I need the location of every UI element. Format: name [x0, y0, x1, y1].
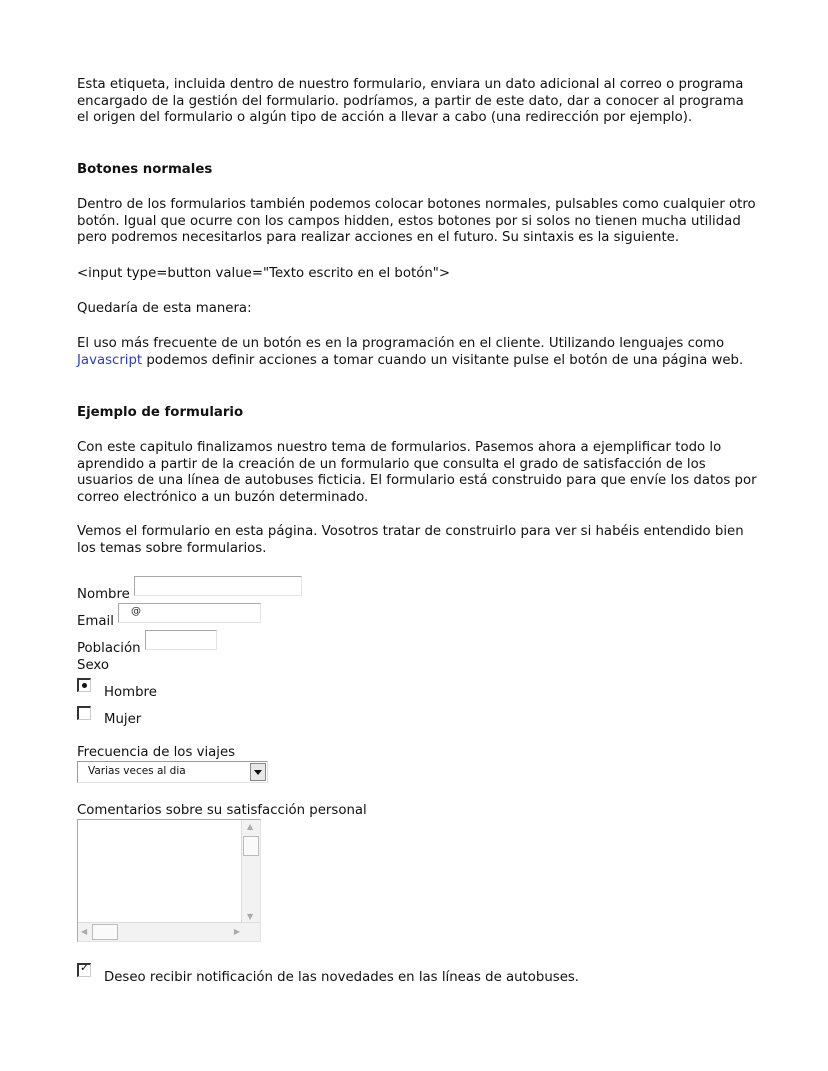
- scroll-up-icon[interactable]: ▲: [247, 822, 254, 831]
- chevron-down-icon[interactable]: [250, 763, 266, 781]
- radio-hombre[interactable]: [77, 678, 91, 692]
- horizontal-scrollbar[interactable]: [78, 922, 260, 941]
- vertical-scrollbar[interactable]: [241, 820, 260, 923]
- frecuencia-label: Frecuencia de los viajes: [77, 745, 236, 760]
- nombre-input[interactable]: [134, 576, 302, 596]
- comentarios-label: Comentarios sobre su satisfacción personal: [77, 803, 367, 818]
- email-input[interactable]: @: [118, 603, 261, 623]
- ejemplo-paragraph-1: Con este capitulo finalizamos nuestro tema de formularios. Pasemos ahora a ejemplificar todo lo aprendido a partir de la creación de un formulario que consulta el grado de satisfacción de los usuarios de una línea de autobuses ficticia. El formulario está construido para que envíe los datos por correo electrónico a un buzón determinado.: [77, 440, 757, 505]
- botones-paragraph: Dentro de los formularios también podemos colocar botones normales, pulsables como cualquier otro botón. Igual que ocurre con los campos hidden, estos botones por si solos no tienen mucha utilidad pero podremos necesitarlos para realizar acciones en el futuro. Su sintaxis es la siguiente.: [77, 197, 756, 245]
- vertical-scroll-thumb[interactable]: [243, 836, 259, 856]
- radio-selected-dot: [82, 683, 87, 688]
- section-heading-botones: Botones normales: [77, 162, 213, 177]
- usage-text-after: podemos definir acciones a tomar cuando un visitante pulse el botón de una página web.: [142, 352, 744, 368]
- scroll-right-icon[interactable]: ▶: [233, 927, 240, 936]
- notificacion-label: Deseo recibir notificación de las novedades en las líneas de autobuses.: [104, 970, 580, 985]
- scroll-left-icon[interactable]: ◀: [81, 927, 88, 936]
- poblacion-input[interactable]: [145, 630, 217, 650]
- notificacion-checkbox[interactable]: [77, 963, 91, 977]
- horizontal-scroll-thumb[interactable]: [92, 924, 118, 940]
- frecuencia-select[interactable]: [77, 761, 268, 783]
- intro-paragraph: Esta etiqueta, incluida dentro de nuestro formulario, enviara un dato adicional al correo o programa encargado de la gestión del formulario. podríamos, a partir de este dato, dar a conocer al programa el origen del formulario o algún tipo de acción a llevar a cabo (una redirección por ejemplo).: [77, 77, 744, 125]
- javascript-link[interactable]: Javascript: [77, 352, 143, 368]
- poblacion-label: Población: [77, 641, 141, 656]
- result-text: Quedaría de esta manera:: [77, 301, 252, 316]
- radio-mujer-label: Mujer: [104, 712, 142, 727]
- nombre-label: Nombre: [77, 587, 130, 602]
- ejemplo-paragraph-2: Vemos el formulario en esta página. Vosotros tratar de construirlo para ver si habéis entendido bien los temas sobre formularios.: [77, 524, 744, 556]
- section-heading-ejemplo: Ejemplo de formulario: [77, 405, 244, 420]
- scroll-down-icon[interactable]: ▼: [247, 912, 254, 921]
- code-example: <input type=button value="Texto escrito en el botón">: [77, 266, 451, 281]
- checkmark-icon: ✓: [80, 961, 90, 974]
- comentarios-textarea[interactable]: [77, 819, 261, 942]
- usage-paragraph: [77, 336, 757, 369]
- radio-mujer[interactable]: [77, 706, 91, 720]
- radio-hombre-label: Hombre: [104, 685, 157, 700]
- email-label: Email: [77, 614, 114, 629]
- frecuencia-selected-value: Varias veces al dia: [88, 765, 186, 777]
- sexo-label: Sexo: [77, 658, 109, 673]
- usage-text-before: El uso más frecuente de un botón es en la programación en el cliente. Utilizando lenguajes como: [77, 336, 725, 351]
